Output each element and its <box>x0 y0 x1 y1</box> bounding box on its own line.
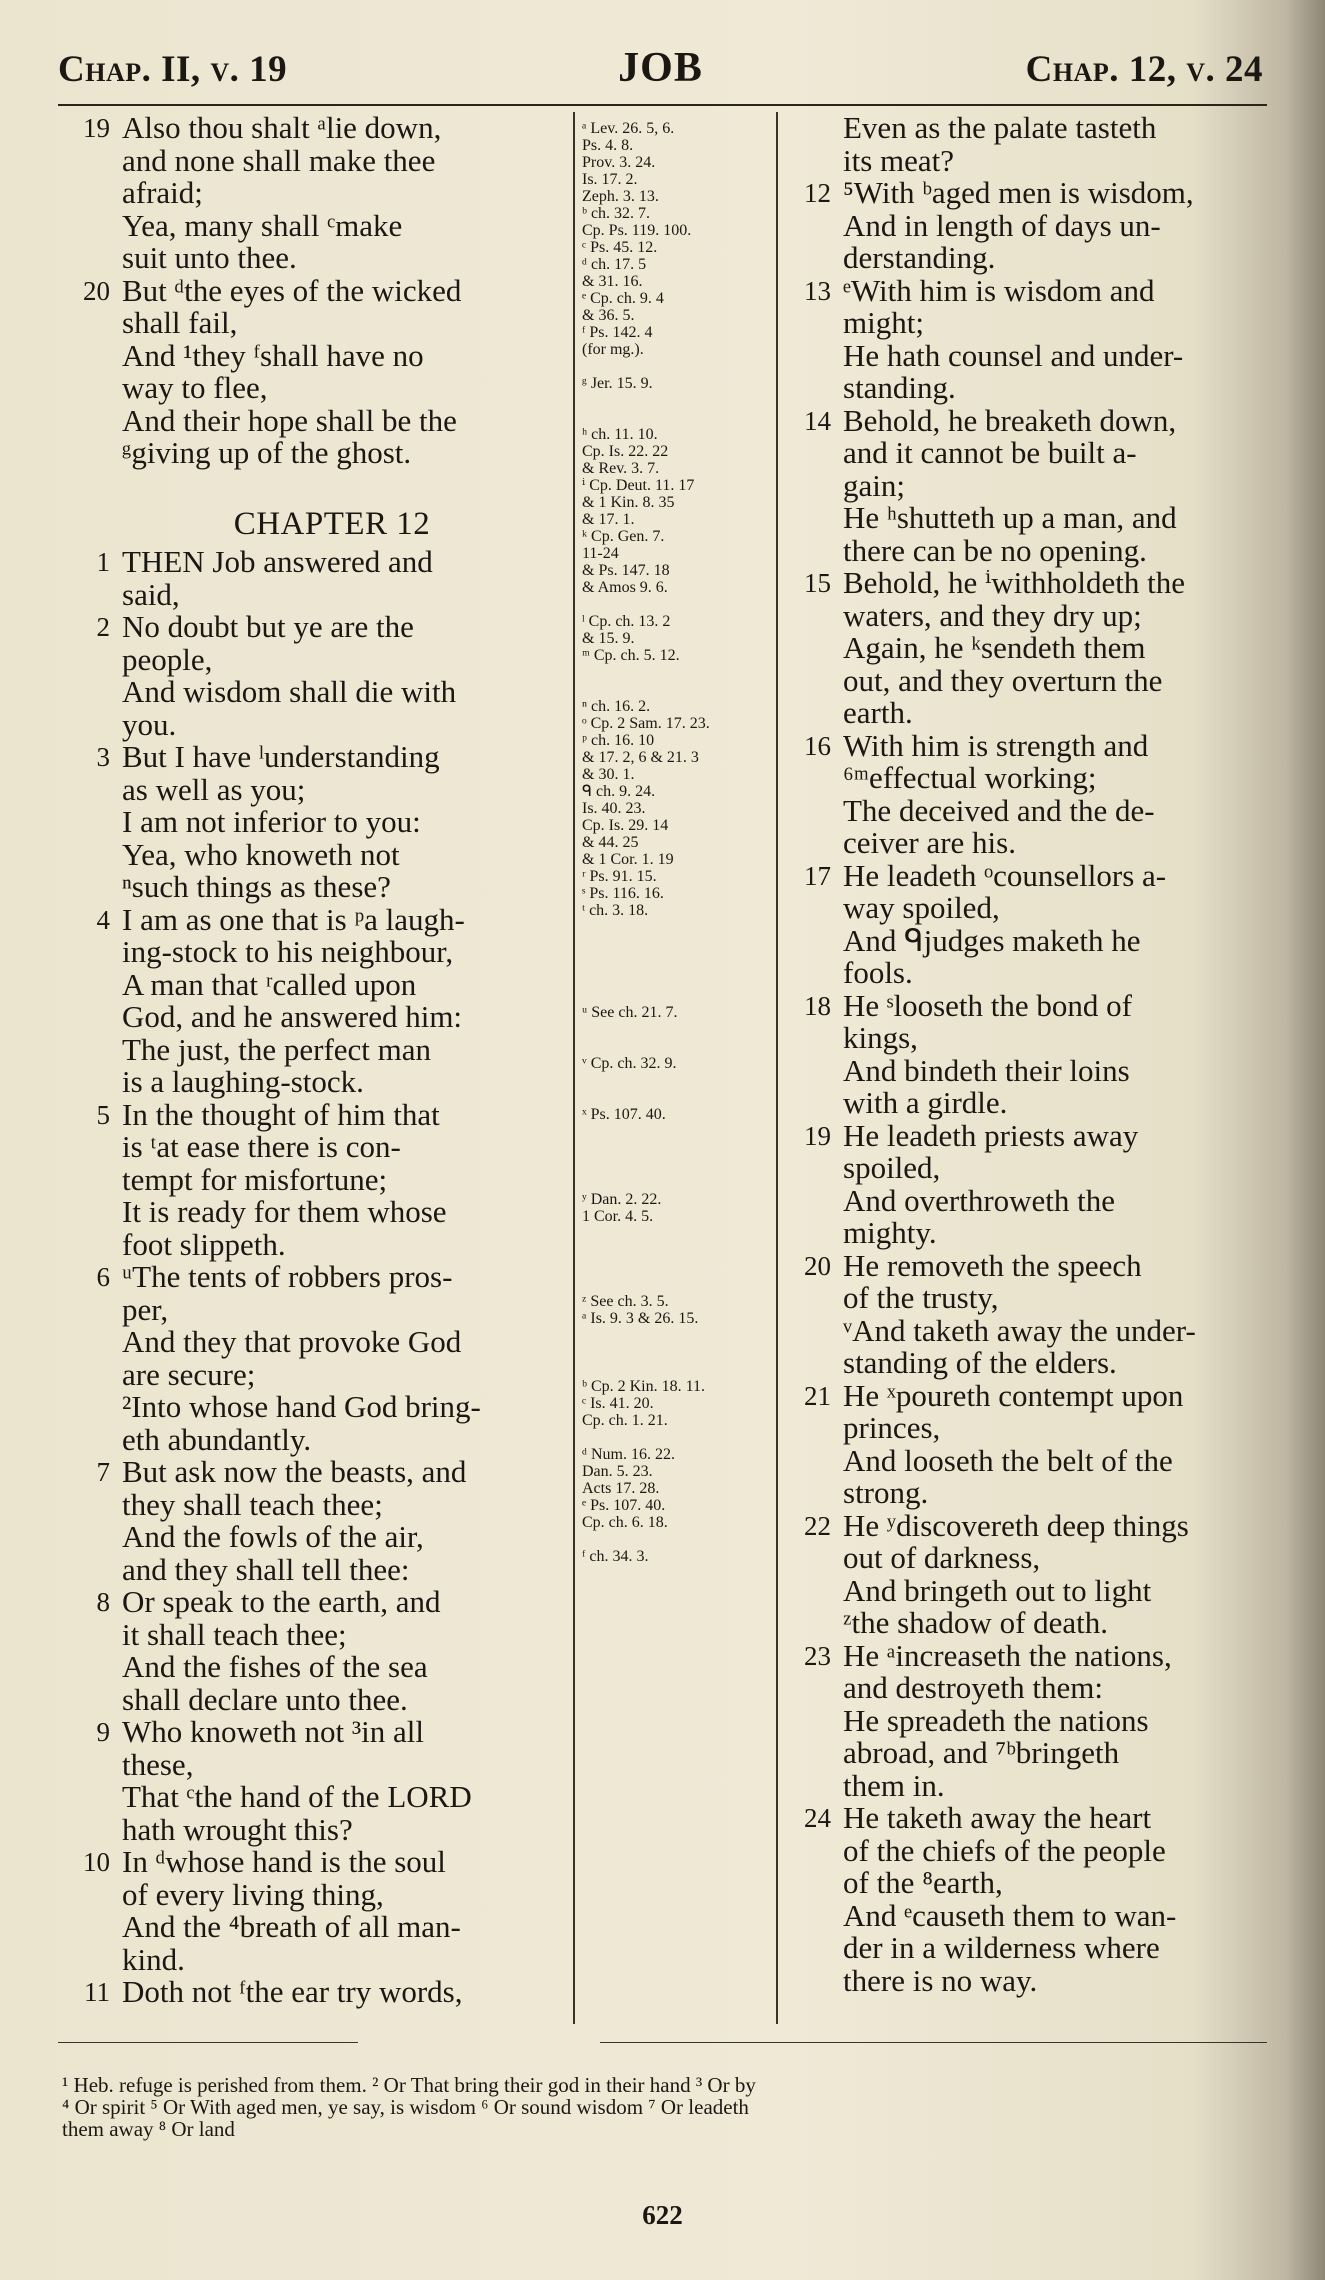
verse-number: 10 <box>83 1847 110 1877</box>
verse-line: kind. <box>122 1941 185 1977</box>
verse-line: ing-stock to his neighbour, <box>122 934 454 969</box>
cross-reference: ᶻ See ch. 3. 5. <box>582 1293 669 1310</box>
cross-reference: ᶠ Ps. 142. 4 <box>582 324 653 341</box>
verse-line: It is ready for them whose <box>122 1194 447 1229</box>
verse-line: are secure; <box>122 1356 256 1392</box>
verse-line: Yea, who knoweth not <box>122 836 400 872</box>
verse-line: And ᑫjudges maketh he <box>843 922 1141 958</box>
verse-line: Doth not ᶠthe ear try words, <box>122 1974 463 2009</box>
verse-line: there can be no opening. <box>843 532 1147 568</box>
cross-reference <box>582 1344 770 1361</box>
verse <box>783 1802 1268 1997</box>
verse-number: 1 <box>96 547 110 577</box>
verse-number: 12 <box>804 178 831 208</box>
cross-reference: & Ps. 147. 18 <box>582 562 670 579</box>
verse-number: 13 <box>804 275 831 306</box>
verse-number: 6 <box>96 1262 110 1292</box>
verse <box>783 272 1268 405</box>
verse-line: In ᵈwhose hand is the soul <box>122 1844 446 1879</box>
verse-line: shall fail, <box>122 305 238 340</box>
footnotes <box>62 2074 1272 2140</box>
footnote-line: ¹ Heb. refuge is perished from them. ² Or That bring their god in their hand ³ Or by <box>62 2073 756 2097</box>
verse-line: He ᵃincreaseth the nations, <box>843 1637 1172 1673</box>
cross-reference: (for mg.). <box>582 341 644 358</box>
verse <box>783 1117 1268 1250</box>
verse <box>783 112 1268 177</box>
verse-line: ᵛAnd taketh away the under- <box>843 1312 1196 1348</box>
verse <box>783 857 1268 990</box>
verse-line: and none shall make thee <box>122 142 436 178</box>
verse-number: 16 <box>804 730 831 761</box>
verse-number: 3 <box>96 742 110 772</box>
running-header <box>58 40 1263 100</box>
verse-line: And ᵉcauseth them to wan- <box>843 1897 1177 1933</box>
cross-reference <box>582 409 770 426</box>
header-rule <box>58 104 1267 106</box>
verse-number: 15 <box>804 568 831 598</box>
cross-reference <box>582 1174 770 1191</box>
verse-line: you. <box>122 706 177 742</box>
cross-reference: ᵖ ch. 16. 10 <box>582 732 655 749</box>
cross-reference: ᵇ ch. 32. 7. <box>582 205 651 222</box>
cross-reference <box>582 970 770 987</box>
cross-reference: ᵒ Cp. 2 Sam. 17. 23. <box>582 715 710 732</box>
verse-line: ᵍgiving up of the ghost. <box>122 435 412 470</box>
cross-reference: ᵃ Is. 9. 3 & 26. 15. <box>582 1310 699 1327</box>
verse-number: 7 <box>96 1457 110 1487</box>
cross-reference: 11-24 <box>582 545 619 562</box>
verse-line: them in. <box>843 1767 945 1803</box>
verse-line: Who knoweth not ³in all <box>122 1714 425 1749</box>
cross-reference: ᵘ See ch. 21. 7. <box>582 1004 678 1021</box>
verse <box>783 402 1268 568</box>
cross-reference <box>582 1225 770 1242</box>
verse-number: 17 <box>804 860 831 891</box>
column-divider-left <box>573 112 575 2024</box>
cross-reference: & Rev. 3. 7. <box>582 460 660 477</box>
verse-number: 18 <box>804 990 831 1021</box>
verse-line: suit unto thee. <box>122 240 297 275</box>
cross-reference: 1 Cor. 4. 5. <box>582 1208 654 1225</box>
verse-line: fools. <box>843 955 913 990</box>
cross-reference: Cp. Ps. 119. 100. <box>582 222 692 239</box>
verse-line: But ᵈthe eyes of the wicked <box>122 272 462 308</box>
cross-reference: ʸ Dan. 2. 22. <box>582 1191 662 1208</box>
verse-line: Yea, many shall ᶜmake <box>122 207 403 243</box>
verse-line: He ʰshutteth up a man, and <box>843 500 1177 535</box>
cross-reference <box>582 1089 770 1106</box>
verse-line: foot slippeth. <box>122 1226 286 1262</box>
verse-line: He ˢlooseth the bond of <box>843 987 1132 1023</box>
verse <box>62 546 562 611</box>
verse <box>62 1096 562 1262</box>
page-number: 622 <box>642 2200 683 2230</box>
verse-line: THEN Job answered and <box>122 544 433 579</box>
cross-reference: Dan. 5. 23. <box>582 1463 653 1480</box>
verse <box>783 1247 1268 1380</box>
verse-line: He removeth the speech <box>843 1247 1142 1283</box>
verse-line: per, <box>122 1291 169 1327</box>
cross-reference <box>582 1021 770 1038</box>
cross-reference: & 17. 2, 6 & 21. 3 <box>582 749 699 766</box>
verse-line: and it cannot be built a- <box>843 435 1137 470</box>
verse-line: And overthroweth the <box>843 1182 1116 1218</box>
cross-reference: ˣ Ps. 107. 40. <box>582 1106 666 1123</box>
verse-line: standing. <box>843 370 956 405</box>
verse-line: might; <box>843 305 924 340</box>
verse-line: Behold, he ⁱwithholdeth the <box>843 565 1186 600</box>
verse-line: And bindeth their loins <box>843 1052 1130 1088</box>
cross-reference: ᵛ Cp. ch. 32. 9. <box>582 1055 677 1072</box>
verse-number: 4 <box>96 904 110 935</box>
cross-reference: ᵉ Cp. ch. 9. 4 <box>582 290 664 307</box>
verse-number: 24 <box>804 1803 831 1833</box>
verse-line: there is no way. <box>843 1962 1038 1998</box>
verse-line: people, <box>122 641 213 677</box>
verse-number: 19 <box>804 1120 831 1151</box>
verse-number: 8 <box>96 1587 110 1617</box>
verse-line: He ʸdiscovereth deep things <box>843 1507 1189 1543</box>
verse-line: said, <box>122 576 180 612</box>
cross-reference: ᵗ ch. 3. 18. <box>582 902 649 919</box>
verse-line: way spoiled, <box>843 890 1000 925</box>
cross-reference <box>582 1140 770 1157</box>
column-divider-right <box>776 112 778 2024</box>
verse-line: of the trusty, <box>843 1280 999 1315</box>
verse-line: out of darkness, <box>843 1540 1041 1575</box>
verse-line: Also thou shalt ᵃlie down, <box>122 110 442 145</box>
verse-line: Again, he ᵏsendeth them <box>843 630 1146 665</box>
verse <box>62 1261 562 1456</box>
verse-number: 22 <box>804 1510 831 1541</box>
verse-line: gain; <box>843 467 905 503</box>
cross-reference: & Amos 9. 6. <box>582 579 668 596</box>
verse-number: 21 <box>804 1380 831 1411</box>
verse-line: A man that ʳcalled upon <box>122 966 417 1002</box>
verse-line: afraid; <box>122 175 203 210</box>
verse-line: standing of the elders. <box>843 1345 1117 1380</box>
verse <box>62 1716 562 1846</box>
verse-line: But I have ˡunderstanding <box>122 739 440 774</box>
verse-line: He hath counsel and under- <box>843 337 1184 373</box>
verse-line: is ᵗat ease there is con- <box>122 1129 401 1164</box>
cross-reference <box>582 987 770 1004</box>
verse <box>783 987 1268 1120</box>
verse-line: He leadeth ᵒcounsellors a- <box>843 857 1167 893</box>
cross-reference <box>582 1531 770 1548</box>
verse-line: ⁿsuch things as these? <box>122 869 391 904</box>
cross-reference <box>582 953 770 970</box>
cross-reference: ᵈ ch. 17. 5 <box>582 256 647 273</box>
verse-line: And in length of days un- <box>843 207 1161 243</box>
verse <box>783 1637 1268 1803</box>
verse-number: 14 <box>804 405 831 436</box>
header-left: Chap. II, v. 19 <box>58 49 288 90</box>
right-text-column <box>783 112 1268 1997</box>
verse-line: No doubt but ye are the <box>122 609 414 644</box>
cross-reference: Cp. ch. 1. 21. <box>582 1412 668 1429</box>
cross-reference: ᵏ Cp. Gen. 7. <box>582 528 665 545</box>
cross-reference: ⁱ Cp. Deut. 11. 17 <box>582 477 695 494</box>
cross-reference <box>582 1327 770 1344</box>
verse-line: And their hope shall be the <box>122 402 457 438</box>
verse-line: as well as you; <box>122 771 306 807</box>
verse <box>783 1507 1268 1640</box>
verse-line: tempt for misfortune; <box>122 1161 388 1197</box>
cross-reference: ᵉ Ps. 107. 40. <box>582 1497 666 1514</box>
verse-line: And ¹they ᶠshall have no <box>122 337 424 373</box>
footnote-rule-right <box>600 2042 1267 2043</box>
cross-reference <box>582 1157 770 1174</box>
verse-number: 5 <box>96 1099 110 1130</box>
verse-line: ᵉWith him is wisdom and <box>843 272 1155 308</box>
cross-reference <box>582 1361 770 1378</box>
cross-reference <box>582 1259 770 1276</box>
cross-reference <box>582 919 770 936</box>
cross-reference <box>582 1123 770 1140</box>
verse-line: der in a wilderness where <box>843 1930 1160 1965</box>
cross-reference: ᵃ Lev. 26. 5, 6. <box>582 120 675 137</box>
verse-line: and destroyeth them: <box>843 1670 1103 1705</box>
cross-reference: ⁿ ch. 16. 2. <box>582 698 651 715</box>
verse-line: But ask now the beasts, and <box>122 1454 467 1489</box>
verse-line: earth. <box>843 695 913 730</box>
verse-line: And looseth the belt of the <box>843 1442 1173 1478</box>
cross-reference-column <box>582 120 770 1565</box>
verse-line: God, and he answered him: <box>122 999 463 1034</box>
verse-line: With him is strength and <box>843 727 1149 763</box>
verse-line: I am as one that is ᵖa laugh- <box>122 901 465 937</box>
verse-line: ᵘThe tents of robbers pros- <box>122 1259 453 1294</box>
cross-reference: & 44. 25 <box>582 834 639 851</box>
verse-line: way to flee, <box>122 370 268 405</box>
cross-reference: & 1 Kin. 8. 35 <box>582 494 675 511</box>
verse-line: with a girdle. <box>843 1085 1008 1120</box>
verse-number: 20 <box>804 1250 831 1281</box>
cross-reference: ᵍ Jer. 15. 9. <box>582 375 653 392</box>
verse <box>783 727 1268 860</box>
verse-number: 2 <box>96 612 110 642</box>
verse-line: ²Into whose hand God bring- <box>122 1389 481 1424</box>
verse-line: Or speak to the earth, and <box>122 1584 441 1619</box>
verse <box>62 901 562 1099</box>
verse-line: He ˣpoureth contempt upon <box>843 1377 1184 1413</box>
left-text-column <box>62 112 562 2009</box>
verse-line: hath wrought this? <box>122 1811 353 1847</box>
verse-line: And the ⁴breath of all man- <box>122 1909 461 1944</box>
cross-reference: & 30. 1. <box>582 766 635 783</box>
cross-reference <box>582 664 770 681</box>
verse-line: its meat? <box>843 142 955 178</box>
cross-reference: Cp. Is. 29. 14 <box>582 817 669 834</box>
cross-reference: Acts 17. 28. <box>582 1480 660 1497</box>
cross-reference <box>582 1038 770 1055</box>
cross-reference: Cp. Is. 22. 22 <box>582 443 669 460</box>
verse <box>783 177 1268 275</box>
cross-reference: Is. 40. 23. <box>582 800 646 817</box>
cross-reference: ᵐ Cp. ch. 5. 12. <box>582 647 680 664</box>
cross-reference: ᵇ Cp. 2 Kin. 18. 11. <box>582 1378 706 1395</box>
verse <box>62 611 562 741</box>
header-right: Chap. 12, v. 24 <box>1025 49 1263 90</box>
verse-line: strong. <box>843 1475 929 1510</box>
verse <box>62 272 562 470</box>
verse-line: ⁵With ᵇaged men is wisdom, <box>843 175 1194 210</box>
verse-line: In the thought of him that <box>122 1096 440 1132</box>
verse-line: spoiled, <box>843 1150 941 1185</box>
footnote-line: ⁴ Or spirit ⁵ Or With aged men, ye say, is wisdom ⁶ Or sound wisdom ⁷ Or leadeth <box>62 2095 749 2119</box>
verse-line: shall declare unto thee. <box>122 1681 408 1717</box>
cross-reference: & 15. 9. <box>582 630 635 647</box>
cross-reference: ʳ Ps. 91. 15. <box>582 868 657 885</box>
cross-reference <box>582 596 770 613</box>
cross-reference: & 17. 1. <box>582 511 635 528</box>
cross-reference <box>582 358 770 375</box>
verse-line: eth abundantly. <box>122 1421 312 1457</box>
verse-line: mighty. <box>843 1215 937 1250</box>
cross-reference <box>582 1072 770 1089</box>
cross-reference: Is. 17. 2. <box>582 171 638 188</box>
verse-line: it shall teach thee; <box>122 1616 347 1652</box>
verse-line: of the ⁸earth, <box>843 1865 1003 1900</box>
verse-line: And the fowls of the air, <box>122 1519 424 1554</box>
footnote-rule <box>58 2042 358 2043</box>
cross-reference: & 1 Cor. 1. 19 <box>582 851 674 868</box>
header-book-title: JOB <box>618 45 703 91</box>
verse <box>62 1456 562 1586</box>
cross-reference: & 36. 5. <box>582 307 635 324</box>
cross-reference: Ps. 4. 8. <box>582 137 634 154</box>
verse <box>783 567 1268 730</box>
verse-line: Behold, he breaketh down, <box>843 402 1177 438</box>
cross-reference <box>582 936 770 953</box>
verse-line: The deceived and the de- <box>843 792 1155 828</box>
verse-line: kings, <box>843 1020 918 1055</box>
cross-reference <box>582 392 770 409</box>
verse-line: derstanding. <box>843 240 996 275</box>
chapter-heading: CHAPTER 12 <box>233 505 431 542</box>
verse-line: And the fishes of the sea <box>122 1649 428 1684</box>
cross-reference: ᵈ Num. 16. 22. <box>582 1446 675 1463</box>
cross-reference: Prov. 3. 24. <box>582 154 656 171</box>
verse-line: I am not inferior to you: <box>122 804 421 839</box>
verse-number: 9 <box>96 1717 110 1747</box>
verse <box>62 112 562 275</box>
verse-line: out, and they overturn the <box>843 662 1163 698</box>
verse-line: ᶻthe shadow of death. <box>843 1605 1109 1640</box>
verse-line: they shall teach thee; <box>122 1486 383 1522</box>
verse <box>62 1586 562 1716</box>
cross-reference: ᶜ Ps. 45. 12. <box>582 239 658 256</box>
verse-line: is a laughing-stock. <box>122 1064 364 1099</box>
cross-reference <box>582 1276 770 1293</box>
verse <box>783 1377 1268 1510</box>
verse-line: And bringeth out to light <box>843 1572 1152 1608</box>
cross-reference: & 31. 16. <box>582 273 643 290</box>
verse-number: 20 <box>83 275 110 306</box>
cross-reference <box>582 1429 770 1446</box>
verse-line: abroad, and ⁷ᵇbringeth <box>843 1735 1120 1770</box>
cross-reference: ˢ Ps. 116. 16. <box>582 885 664 902</box>
verse-number: 23 <box>804 1640 831 1671</box>
verse-line: And they that provoke God <box>122 1324 462 1359</box>
footnote-line: them away ⁸ Or land <box>62 2117 235 2141</box>
cross-reference: ˡ Cp. ch. 13. 2 <box>582 613 671 630</box>
cross-reference <box>582 1242 770 1259</box>
cross-reference: Zeph. 3. 13. <box>582 188 659 205</box>
verse-line: He taketh away the heart <box>843 1800 1152 1835</box>
verse <box>62 1846 562 1976</box>
verse-line: ceiver are his. <box>843 825 1016 860</box>
cross-reference: Cp. ch. 6. 18. <box>582 1514 668 1531</box>
cross-reference <box>582 681 770 698</box>
verse-line: And wisdom shall die with <box>122 674 457 709</box>
verse-line: He leadeth priests away <box>843 1117 1139 1153</box>
verse-line: The just, the perfect man <box>122 1031 432 1067</box>
cross-reference: ᶠ ch. 34. 3. <box>582 1548 649 1565</box>
verse-number: 11 <box>84 1977 110 2007</box>
verse-line: of the chiefs of the people <box>843 1832 1166 1868</box>
verse-line: ⁶ᵐeffectual working; <box>843 760 1097 795</box>
cross-reference: ᶜ Is. 41. 20. <box>582 1395 654 1412</box>
verse-line: of every living thing, <box>122 1876 384 1912</box>
verse <box>62 741 562 904</box>
verse-line: these, <box>122 1746 194 1782</box>
verse-line: and they shall tell thee: <box>122 1551 410 1587</box>
verse-line: princes, <box>843 1410 941 1445</box>
verse-line: He spreadeth the nations <box>843 1702 1149 1738</box>
verse <box>62 1976 562 2009</box>
verse-number: 19 <box>83 113 110 143</box>
verse-line: Even as the palate tasteth <box>843 110 1157 145</box>
verse-line: That ᶜthe hand of the LORD <box>122 1779 472 1814</box>
verse-line: waters, and they dry up; <box>843 597 1142 633</box>
cross-reference: ᑫ ch. 9. 24. <box>582 783 656 800</box>
cross-reference: ʰ ch. 11. 10. <box>582 426 658 443</box>
